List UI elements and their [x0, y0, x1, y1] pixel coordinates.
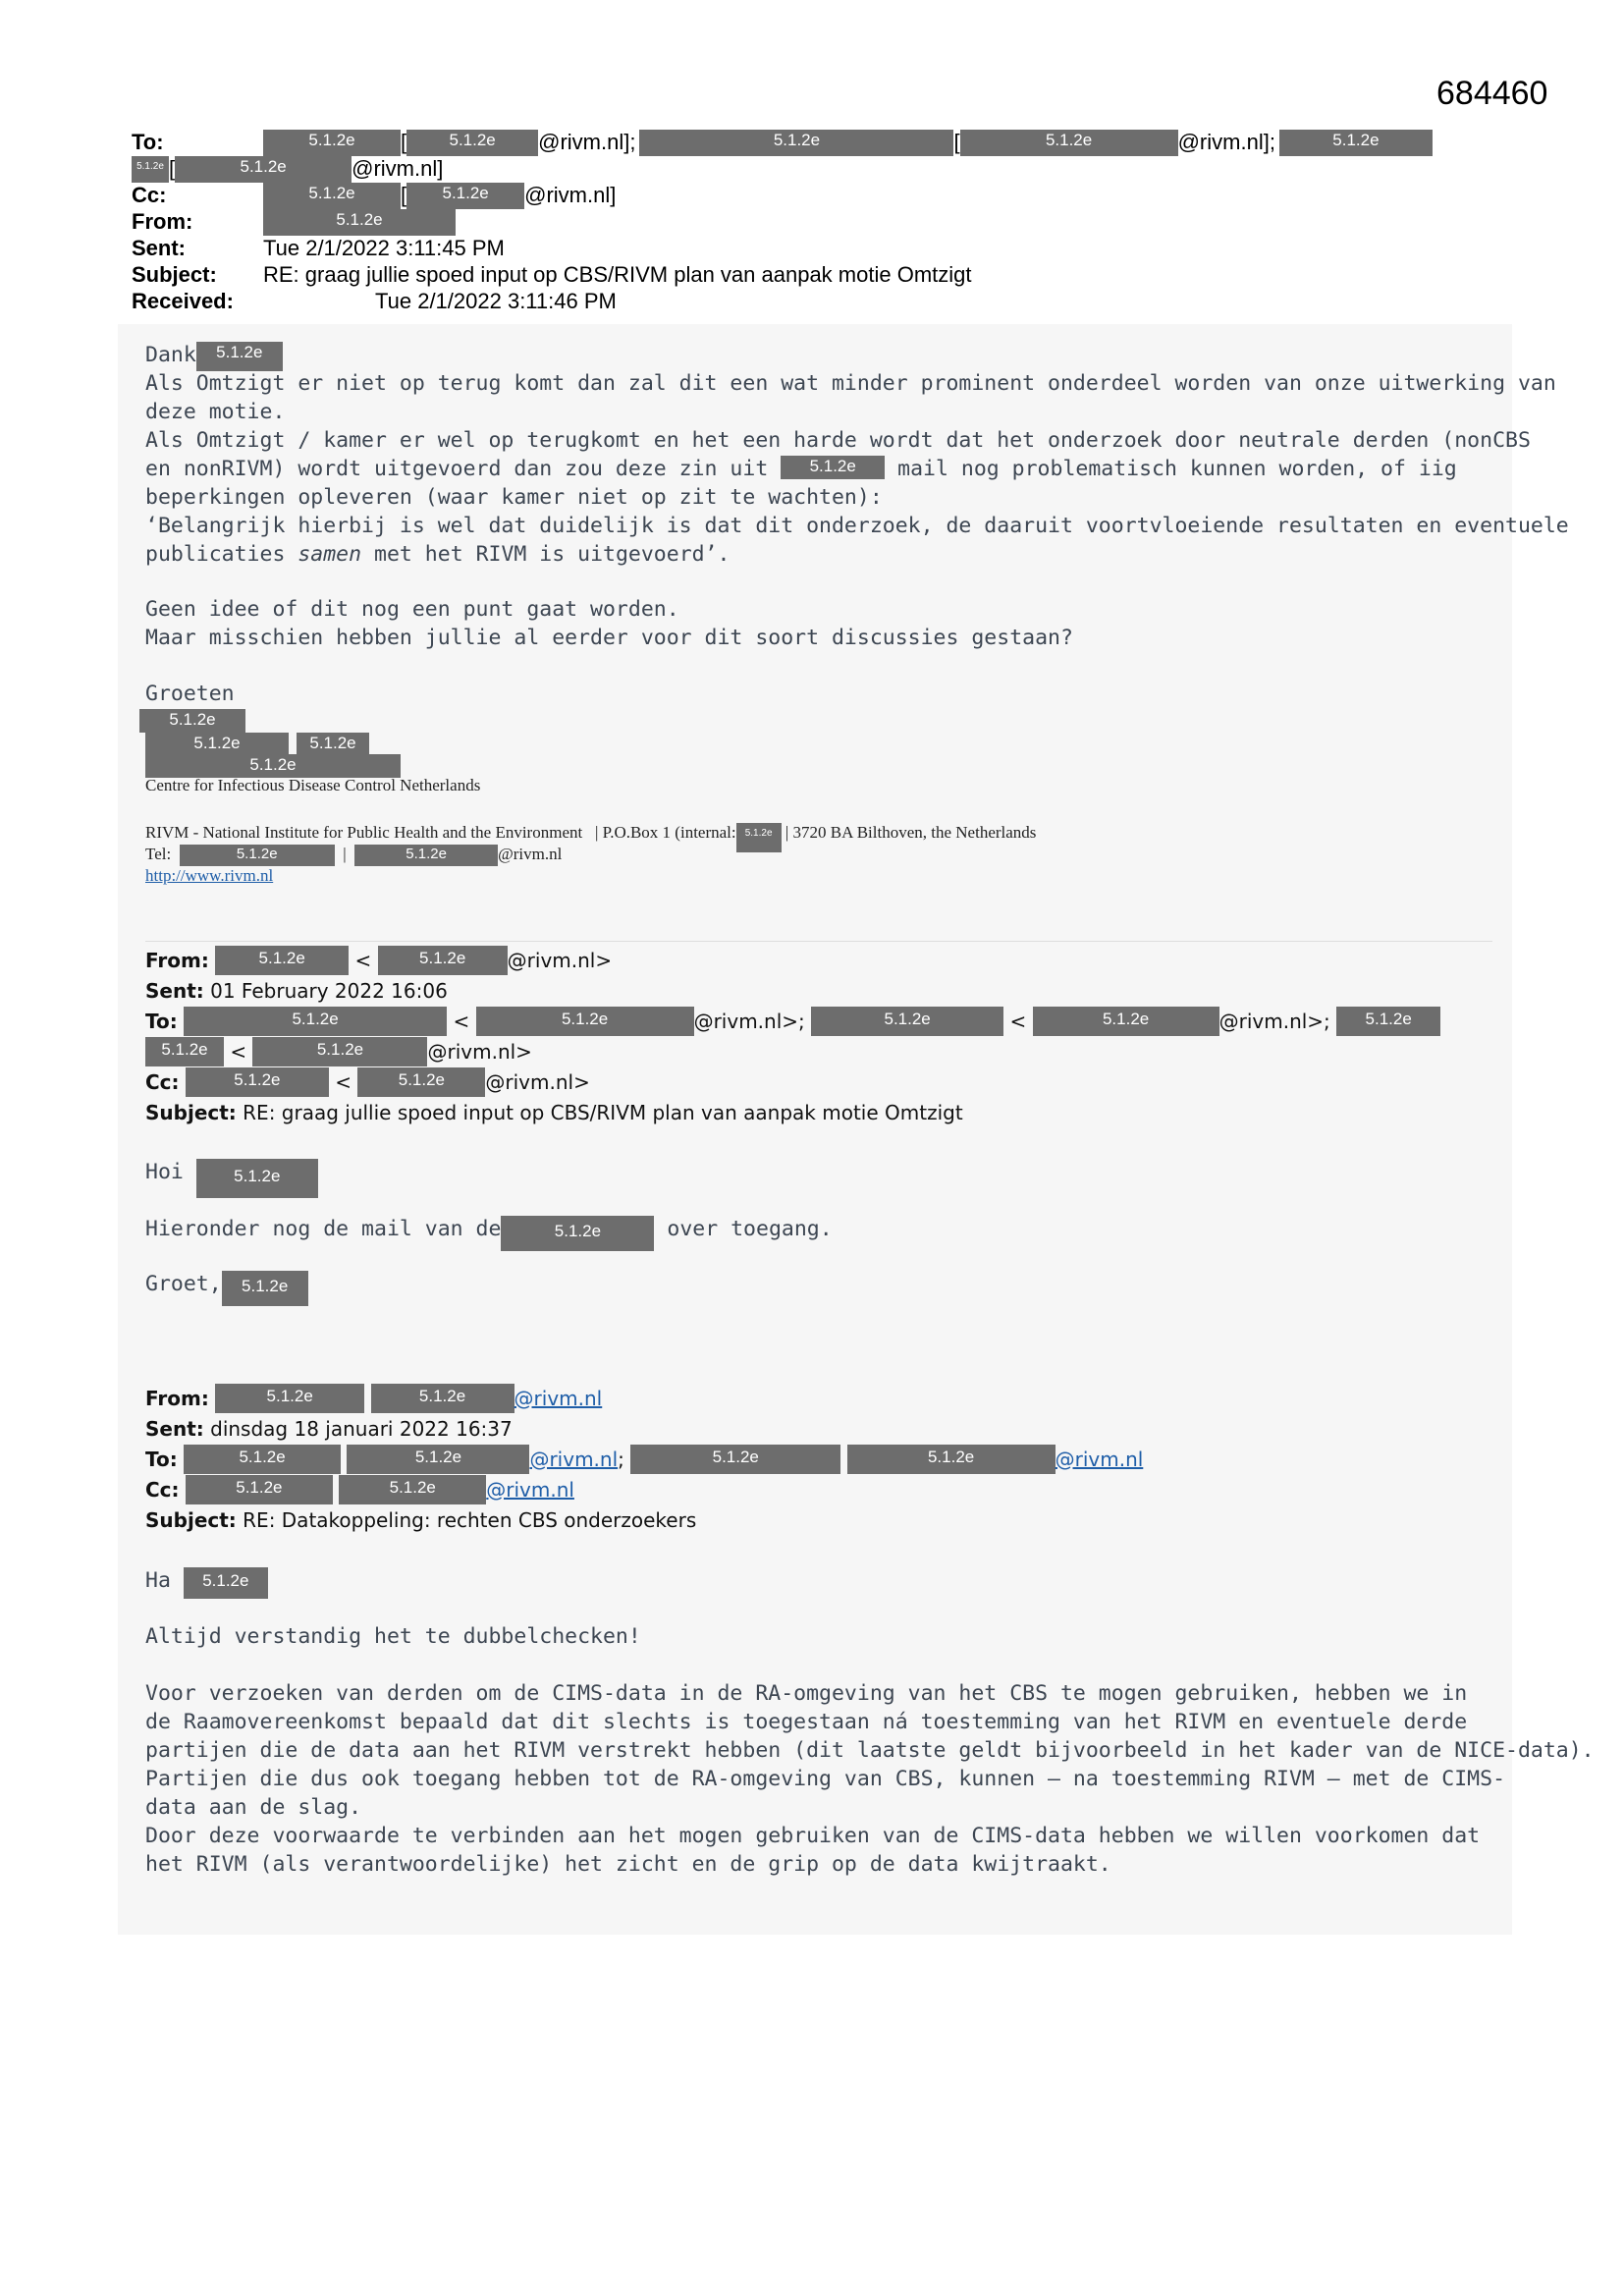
- redaction: 5.1.2e: [639, 130, 953, 156]
- redaction: 5.1.2e: [184, 1007, 447, 1036]
- header-cc-line: Cc: 5.1.2e [ 5.1.2e @rivm.nl]: [132, 183, 617, 207]
- redaction: 5.1.2e: [145, 754, 401, 778]
- redaction: 5.1.2e: [222, 1271, 308, 1306]
- body-line: beperkingen opleveren (waar kamer niet op zit te wachten):: [145, 485, 883, 510]
- redaction: 5.1.2e: [630, 1445, 840, 1474]
- redaction: 5.1.2e: [175, 156, 352, 183]
- msg2-body-line: Hieronder nog de mail van de 5.1.2e over toegang.: [145, 1216, 833, 1251]
- email-suffix: @rivm.nl];: [538, 130, 636, 154]
- redaction: 5.1.2e: [736, 823, 782, 852]
- msg3-body-line: Voor verzoeken van derden om de CIMS-data in de RA-omgeving van het CBS te mogen gebruiken, hebben we in: [145, 1681, 1468, 1706]
- msg3-greeting: Ha 5.1.2e: [145, 1567, 268, 1599]
- msg3-from-line: From: 5.1.2e 5.1.2e @rivm.nl: [145, 1384, 602, 1413]
- redaction: 5.1.2e: [781, 456, 885, 479]
- msg3-to-line: To: 5.1.2e 5.1.2e @rivm.nl; 5.1.2e 5.1.2e @rivm.nl: [145, 1445, 1143, 1474]
- msg2-to-line-2: 5.1.2e < 5.1.2e @rivm.nl>: [145, 1037, 532, 1066]
- redaction: 5.1.2e: [180, 845, 335, 866]
- body-line: Maar misschien hebben jullie al eerder voor dit soort discussies gestaan?: [145, 626, 1073, 650]
- header-sent-line: [132, 236, 505, 261]
- body-line: ‘Belangrijk hierbij is wel dat duidelijk is dat dit onderzoek, de daaruit voortvloeiende resultaten en eventuele: [145, 514, 1569, 538]
- redaction: 5.1.2e: [354, 845, 498, 866]
- redaction: 5.1.2e: [1033, 1007, 1219, 1036]
- to-label: To:: [132, 130, 164, 154]
- email-link[interactable]: @rivm.nl: [514, 1387, 603, 1410]
- from-label: From:: [132, 209, 193, 234]
- redaction: 5.1.2e: [132, 156, 169, 183]
- redaction: 5.1.2e: [196, 342, 283, 371]
- received-label: Received:: [132, 289, 234, 313]
- separator-line: [145, 941, 1492, 942]
- redaction: 5.1.2e: [186, 1067, 329, 1097]
- redaction: 5.1.2e: [145, 733, 289, 756]
- redaction: 5.1.2e: [186, 1475, 333, 1504]
- redaction: 5.1.2e: [811, 1007, 1003, 1036]
- header-subject-line: [132, 262, 972, 288]
- redaction: 5.1.2e: [184, 1445, 341, 1474]
- msg2-greeting: Hoi 5.1.2e: [145, 1159, 318, 1198]
- header-to-line: To: 5.1.2e [ 5.1.2e @rivm.nl]; 5.1.2e [ 5.1.2e @rivm.nl]; 5.1.2e: [132, 130, 1433, 156]
- msg3-body-line: het RIVM (als verantwoordelijke) het zicht en de grip op de data kwijtraakt.: [145, 1852, 1111, 1877]
- subject-label: Subject:: [132, 262, 217, 287]
- msg3-body-line: Partijen die dus ook toegang hebben tot de RA-omgeving van CBS, kunnen – na toestemming RIVM – met de CIMS-: [145, 1767, 1506, 1791]
- msg3-sent-line: Sent: dinsdag 18 januari 2022 16:37: [145, 1417, 513, 1441]
- header-received-line: [132, 289, 617, 314]
- redaction: 5.1.2e: [378, 946, 508, 975]
- subject-value: RE: graag jullie spoed input op CBS/RIVM plan van aanpak motie Omtzigt: [263, 262, 972, 287]
- email-link[interactable]: @rivm.nl: [1055, 1448, 1144, 1471]
- body-line: Als Omtzigt / kamer er wel op terugkomt en het een harde wordt dat het onderzoek door neutrale derden (nonCBS: [145, 428, 1531, 453]
- msg3-body-line: partijen die de data aan het RIVM verstrekt hebben (dit laatste geldt bijvoorbeeld in het kader van de NICE-data).: [145, 1738, 1595, 1763]
- msg2-sent-line: Sent: 01 February 2022 16:06: [145, 979, 448, 1003]
- document-number: 684460: [1436, 75, 1548, 112]
- redaction: 5.1.2e: [960, 130, 1178, 156]
- received-value: Tue 2/1/2022 3:11:46 PM: [375, 289, 617, 313]
- redaction: 5.1.2e: [263, 209, 456, 236]
- redaction: 5.1.2e: [406, 183, 524, 209]
- rivm-website-link[interactable]: http://www.rivm.nl: [145, 866, 274, 885]
- redaction: 5.1.2e: [215, 1384, 364, 1413]
- msg3-body-line: data aan de slag.: [145, 1795, 362, 1820]
- email-link[interactable]: @rivm.nl: [529, 1448, 619, 1471]
- header-from-line: [132, 209, 456, 236]
- redaction: 5.1.2e: [347, 1445, 529, 1474]
- redaction: 5.1.2e: [215, 946, 349, 975]
- signature-org-line: RIVM - National Institute for Public Health and the Environment | P.O.Box 1 (internal: 5.1.2e | 3720 BA Bilthoven, the Netherlands: [145, 823, 1036, 852]
- email-link[interactable]: @rivm.nl: [486, 1478, 574, 1502]
- signature-tel-line: Tel: 5.1.2e | 5.1.2e @rivm.nl: [145, 845, 562, 866]
- sent-label: Sent:: [132, 236, 186, 260]
- closing-line: Groeten: [145, 682, 235, 706]
- body-line: publicaties samen met het RIVM is uitgevoerd’.: [145, 542, 731, 567]
- redaction: 5.1.2e: [357, 1067, 485, 1097]
- cc-label: Cc:: [132, 183, 167, 207]
- greeting-line: Dank 5.1.2e: [145, 342, 283, 371]
- sent-value: Tue 2/1/2022 3:11:45 PM: [263, 236, 505, 260]
- body-line-with-redaction: en nonRIVM) wordt uitgevoerd dan zou deze zin uit 5.1.2e mail nog problematisch kunnen worden, of iig: [145, 457, 1457, 481]
- msg2-subject-line: Subject: RE: graag jullie spoed input op CBS/RIVM plan van aanpak motie Omtzigt: [145, 1101, 963, 1124]
- redaction: 5.1.2e: [297, 733, 369, 756]
- msg3-body-line: Altijd verstandig het te dubbelchecken!: [145, 1624, 641, 1649]
- email-suffix: @rivm.nl]: [524, 183, 617, 207]
- msg3-body-line: Door deze voorwaarde te verbinden aan het mogen gebruiken van de CIMS-data hebben we willen voorkomen dat: [145, 1824, 1481, 1848]
- redaction: 5.1.2e: [501, 1216, 654, 1251]
- body-line: Geen idee of dit nog een punt gaat worden.: [145, 597, 679, 622]
- redaction: 5.1.2e: [184, 1567, 268, 1599]
- msg2-from-line: From: 5.1.2e < 5.1.2e @rivm.nl>: [145, 946, 612, 975]
- redaction: 5.1.2e: [139, 709, 245, 733]
- msg3-body-line: de Raamovereenkomst bepaald dat dit slechts is toegestaan ná toestemming van het RIVM en eventuele derde: [145, 1710, 1468, 1734]
- redaction: 5.1.2e: [252, 1037, 427, 1066]
- signature-centre: Centre for Infectious Disease Control Netherlands: [145, 776, 481, 794]
- redaction: 5.1.2e: [371, 1384, 514, 1413]
- redaction: 5.1.2e: [476, 1007, 694, 1036]
- redaction: 5.1.2e: [406, 130, 538, 156]
- email-suffix: @rivm.nl]: [352, 156, 444, 181]
- redaction: 5.1.2e: [145, 1037, 224, 1066]
- msg2-to-line: To: 5.1.2e < 5.1.2e @rivm.nl>; 5.1.2e < 5.1.2e @rivm.nl>; 5.1.2e: [145, 1007, 1440, 1036]
- msg2-closing: Groet, 5.1.2e: [145, 1271, 308, 1306]
- redaction: 5.1.2e: [847, 1445, 1056, 1474]
- body-line: deze motie.: [145, 400, 286, 424]
- email-suffix: @rivm.nl];: [1177, 130, 1275, 154]
- msg3-cc-line: Cc: 5.1.2e 5.1.2e @rivm.nl: [145, 1475, 574, 1504]
- redaction: 5.1.2e: [339, 1475, 486, 1504]
- msg3-subject-line: Subject: RE: Datakoppeling: rechten CBS onderzoekers: [145, 1508, 697, 1532]
- redaction: 5.1.2e: [196, 1159, 318, 1198]
- msg2-cc-line: Cc: 5.1.2e < 5.1.2e @rivm.nl>: [145, 1067, 590, 1097]
- redaction: 5.1.2e: [1279, 130, 1433, 156]
- header-to-line-2: 5.1.2e [ 5.1.2e @rivm.nl]: [132, 156, 443, 183]
- redaction: 5.1.2e: [263, 130, 401, 156]
- body-line: Als Omtzigt er niet op terug komt dan zal dit een wat minder prominent onderdeel worden van onze uitwerking van: [145, 371, 1556, 396]
- redaction: 5.1.2e: [1336, 1007, 1440, 1036]
- redaction: 5.1.2e: [263, 183, 401, 209]
